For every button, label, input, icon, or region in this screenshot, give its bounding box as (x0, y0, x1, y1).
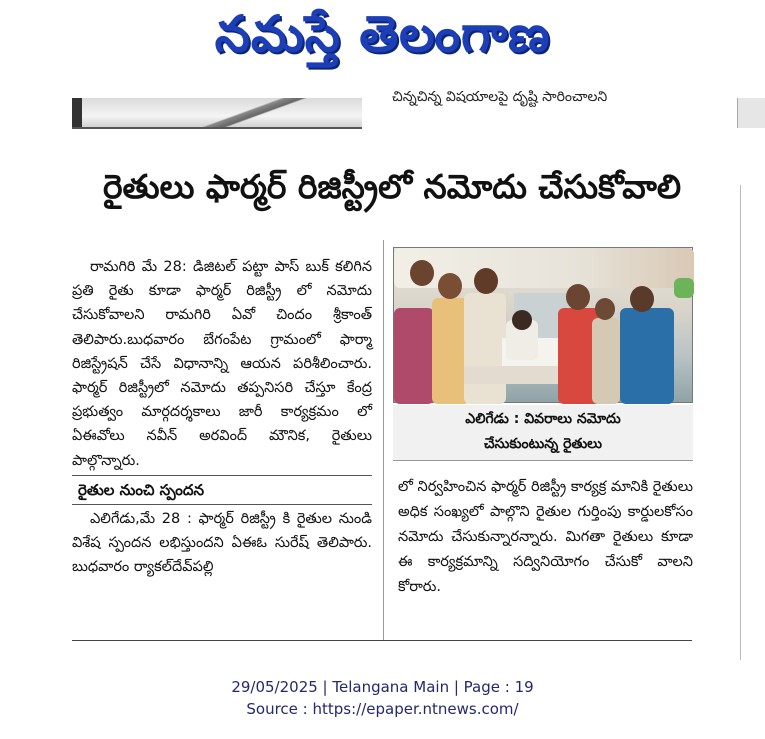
article-right-column (398, 475, 693, 600)
newspaper-logo: నమస్తే తెలంగాణ (214, 4, 551, 63)
footer-date-edition: 29/05/2025 | Telangana Main | Page : 19 (231, 678, 534, 696)
source-footer (0, 676, 765, 720)
article-photo (393, 247, 693, 403)
article-paragraph-1: రామగిరి మే 28: డిజిటల్ పట్టా పాస్ బుక్ కలిగిన ప్రతి రైతు కూడా ఫార్మర్ రిజిస్ట్రీ లో నమోదు చేసుకోవాలని రామగిరి ఏవో చిందం శ్రీకాంత్ తెలిపారు.బుధవారం బేగంపేట గ్రామంలో ఫార్మా రిజిస్ట్రేషన్ చేసే విధానాన్ని ఆయన పరిశీలించారు. ఫార్మర్ రిజిస్ట్రీలో నమోదు తప్పనిసరి చేస్తూ కేంద్ర ప్రభుత్వం మార్గదర్శకాలు జారీ కార్యక్రమం లో ఏఈవోలు నవీన్ అరవింద్ మౌనిక, రైతులు పాల్గొన్నారు. (72, 259, 372, 469)
column-divider (383, 240, 384, 640)
article-paragraph-3: లో నిర్వహించిన ఫార్మర్ రిజిస్ట్రీ కార్యక్ర మానికి రైతులు అధిక సంఖ్యలో పాల్గొని రైతుల గుర్తింపు కార్డులకోసం నమోదు చేసుకున్నారన్నారు. మిగతా రైతులు కూడా ఈ కార్యక్రమాన్ని సద్వినియోగం చేసుకో వాలని కోరారు. (398, 479, 693, 595)
article-headline: రైతులు ఫార్మర్ రిజిస్ట్రీలో నమోదు చేసుకోవాలి (102, 166, 682, 206)
strip-rule (72, 127, 362, 129)
article-paragraph-2: ఎలిగేడు,మే 28 : ఫార్మర్ రిజిస్ట్రీ కి రైతుల నుండి విశేష స్పందన లభిస్తుందని ఏఈఓ సురేష్ తెలిపారు. బుధవారం ర్యాకల్‌దేవ్‌పల్లి (72, 511, 372, 576)
footer-source-link[interactable]: Source : https://epaper.ntnews.com/ (246, 700, 519, 718)
previous-article-strip (72, 89, 765, 130)
photo-caption-line-1: ఎలిగేడు : వివరాలు నమోదు (465, 411, 621, 427)
previous-article-text: చిన్నచిన్న విషయాలపై దృష్టి సారించాలని (392, 89, 608, 105)
article-bottom-rule (72, 640, 692, 641)
photo-caption-line-2: చేసుకుంటున్న రైతులు (484, 436, 602, 452)
photo-caption (393, 405, 693, 461)
article-left-column (72, 255, 372, 580)
column-rule-right (740, 185, 741, 660)
previous-article-photo (72, 98, 362, 128)
strip-edge-box (737, 98, 765, 128)
masthead (0, 0, 765, 80)
article-subhead: రైతుల నుంచి స్పందన (72, 475, 372, 505)
